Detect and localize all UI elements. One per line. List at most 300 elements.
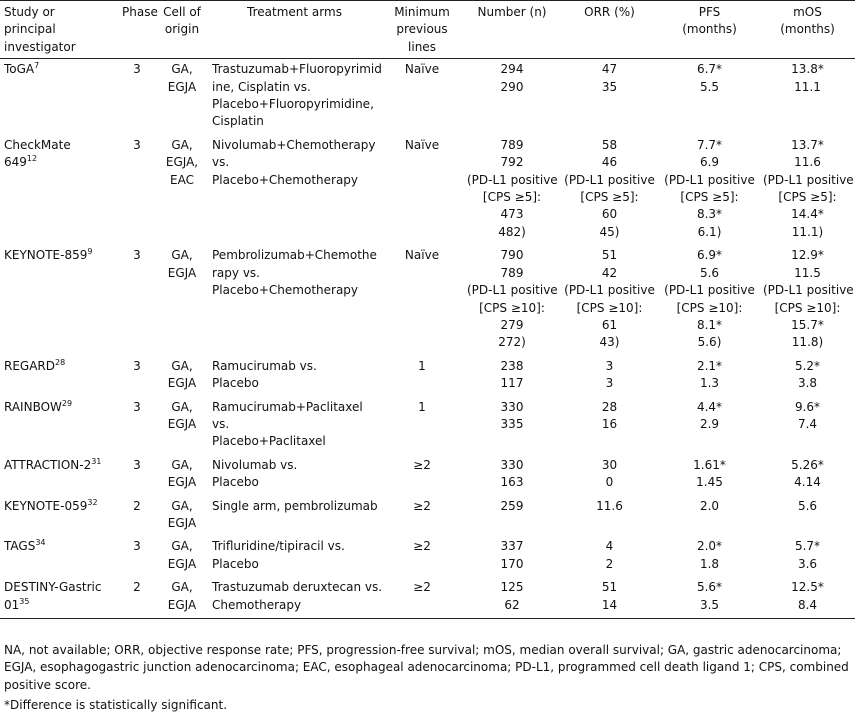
cell-text: EGJA: [167, 597, 197, 612]
cell-text: EGJA: [167, 515, 197, 530]
orr-text: 16: [601, 416, 618, 431]
orr-text: 60: [601, 207, 618, 222]
pfs-text: 8.1*: [696, 317, 723, 332]
study-text: DESTINY-Gastric: [4, 580, 102, 595]
cell-line: [212, 498, 377, 515]
cell-mos: [760, 397, 855, 455]
lines-text: ≥2: [413, 580, 431, 595]
cell-line: [122, 579, 152, 596]
cell-text: GA,: [171, 498, 193, 513]
orr-text: 28: [601, 399, 618, 414]
footnote-significance: *Difference is statistically significant.: [4, 698, 228, 713]
cell-line: [383, 579, 461, 596]
orr-text: 47: [601, 62, 618, 77]
cell-line: [563, 172, 656, 189]
header-line: (months): [682, 22, 737, 37]
cell-mos: [760, 356, 855, 397]
cell-pfs: [659, 245, 760, 355]
cell-line: [662, 375, 757, 392]
cell-text: EGJA: [167, 556, 197, 571]
cell-line: [763, 224, 852, 241]
orr-text: 0: [605, 475, 614, 490]
cell-line: [563, 399, 656, 416]
cell-lines: [380, 356, 464, 397]
mos-text: 11.6: [794, 155, 821, 170]
cell-line: [467, 300, 557, 317]
cell-line: [563, 79, 656, 96]
cell-line: [212, 579, 383, 596]
mos-text: 11.8): [791, 335, 824, 350]
arms-text: rapy vs.: [212, 265, 260, 280]
cell-line: [467, 457, 557, 474]
pfs-text: (PD-L1 positive: [664, 172, 755, 187]
number-text: 279: [500, 317, 524, 332]
cell-mos: [760, 59, 855, 135]
cell-line: [122, 247, 152, 264]
orr-text: 35: [601, 79, 618, 94]
cell-line: [158, 556, 206, 573]
cell-line: [763, 358, 852, 375]
cell-lines: [380, 577, 464, 618]
cell-line: [763, 247, 852, 264]
number-text: 789: [500, 265, 524, 280]
header-line: Number (n): [477, 5, 547, 19]
cell-line: [4, 538, 116, 555]
cell-pfs: [659, 397, 760, 455]
cell-phase: [119, 577, 155, 618]
mos-text: (PD-L1 positive: [763, 172, 854, 187]
cell-number: [464, 496, 560, 537]
cell-study: [0, 397, 119, 455]
table-row: [0, 245, 855, 355]
cell-line: [212, 154, 377, 171]
cell-orr: [560, 135, 659, 245]
cell-orr: [560, 577, 659, 618]
cell-phase: [119, 356, 155, 397]
cell-line: [158, 538, 206, 555]
cell-line: [158, 358, 206, 375]
mos-text: 5.2*: [794, 358, 821, 373]
orr-text: 45): [599, 224, 620, 239]
cell-lines: [380, 455, 464, 496]
cell-line: [563, 538, 656, 555]
study-text: RAINBOW: [4, 399, 62, 414]
cell-cell: [155, 536, 209, 577]
table-body: [0, 59, 855, 619]
cell-line: [212, 137, 377, 154]
mos-text: 11.1: [794, 79, 821, 94]
pfs-text: 8.3*: [696, 207, 723, 222]
orr-text: 30: [601, 457, 618, 472]
cell-lines: [380, 135, 464, 245]
cell-line: [467, 247, 557, 264]
phase-text: 3: [133, 539, 141, 554]
cell-line: [4, 137, 116, 154]
cell-line: [4, 61, 116, 78]
cell-line: [467, 579, 557, 596]
cell-line: [467, 334, 557, 351]
cell-study: [0, 59, 119, 135]
arms-text: Nivolumab+Chemotherapy: [212, 137, 376, 152]
arms-text: Single arm, pembrolizumab: [212, 498, 378, 513]
cell-line: [383, 61, 461, 78]
cell-line: [563, 317, 656, 334]
header-line: origin: [164, 22, 200, 37]
pfs-text: [CPS ≥10]:: [676, 300, 743, 315]
cell-line: [763, 498, 852, 515]
cell-line: [158, 515, 206, 532]
cell-line: [763, 61, 852, 78]
cell-line: [763, 579, 852, 596]
cell-line: [662, 172, 757, 189]
cell-lines: [380, 245, 464, 355]
cell-pfs: [659, 496, 760, 537]
number-text: 789: [500, 137, 524, 152]
cell-line: [563, 137, 656, 154]
cell-line: [662, 399, 757, 416]
cell-line: [383, 399, 461, 416]
cell-orr: [560, 536, 659, 577]
cell-line: [212, 282, 377, 299]
cell-text: GA,: [171, 137, 193, 152]
cell-cell: [155, 496, 209, 537]
cell-line: [563, 457, 656, 474]
orr-text: 51: [601, 580, 618, 595]
header-line: mOS: [793, 5, 822, 19]
number-text: 117: [500, 376, 524, 391]
orr-text: 14: [601, 597, 618, 612]
cell-line: [158, 457, 206, 474]
cell-mos: [760, 577, 855, 618]
cell-line: [467, 137, 557, 154]
cell-line: [763, 300, 852, 317]
pfs-text: 1.45: [696, 475, 723, 490]
phase-text: 3: [133, 248, 141, 263]
cell-text: GA,: [171, 62, 193, 77]
cell-mos: [760, 455, 855, 496]
cell-line: [563, 300, 656, 317]
cell-line: [467, 538, 557, 555]
cell-number: [464, 536, 560, 577]
cell-study: [0, 577, 119, 618]
orr-text: (PD-L1 positive: [564, 172, 655, 187]
pfs-text: 2.0*: [696, 539, 723, 554]
reference-superscript: 34: [35, 538, 46, 548]
cell-line: [662, 358, 757, 375]
cell-line: [662, 282, 757, 299]
cell-cell: [155, 245, 209, 355]
cell-pfs: [659, 455, 760, 496]
mos-text: 5.26*: [791, 457, 824, 472]
cell-line: [763, 474, 852, 491]
mos-text: 9.6*: [794, 399, 821, 414]
cell-mos: [760, 135, 855, 245]
cell-mos: [760, 536, 855, 577]
cell-number: [464, 135, 560, 245]
mos-text: [CPS ≥5]:: [778, 190, 837, 205]
cell-line: [662, 579, 757, 596]
arms-text: Placebo: [212, 556, 259, 571]
cell-line: [212, 399, 377, 416]
cell-number: [464, 59, 560, 135]
cell-line: [383, 457, 461, 474]
cell-line: [662, 224, 757, 241]
cell-line: [467, 317, 557, 334]
number-text: 272): [498, 335, 526, 350]
orr-text: 11.6: [596, 498, 623, 513]
mos-text: 5.7*: [794, 539, 821, 554]
lines-text: Naïve: [404, 62, 440, 77]
cell-line: [122, 137, 152, 154]
number-text: 259: [500, 498, 524, 513]
cell-line: [158, 416, 206, 433]
arms-text: Cisplatin: [212, 114, 264, 129]
mos-text: 14.4*: [791, 207, 824, 222]
cell-line: [212, 358, 377, 375]
cell-line: [467, 172, 557, 189]
table-row: [0, 455, 855, 496]
table-row: [0, 397, 855, 455]
table-row: [0, 536, 855, 577]
cell-line: [212, 538, 377, 555]
cell-phase: [119, 59, 155, 135]
mos-text: [CPS ≥10]:: [774, 300, 841, 315]
cell-orr: [560, 397, 659, 455]
cell-orr: [560, 496, 659, 537]
mos-text: 5.6: [797, 498, 818, 513]
cell-line: [383, 247, 461, 264]
cell-line: [662, 247, 757, 264]
orr-text: 43): [599, 335, 620, 350]
mos-text: 3.8: [797, 376, 818, 391]
cell-study: [0, 135, 119, 245]
mos-text: 11.1): [791, 224, 824, 239]
cell-line: [122, 61, 152, 78]
cell-pfs: [659, 356, 760, 397]
cell-cell: [155, 455, 209, 496]
header-line: Treatment arms: [247, 5, 342, 19]
cell-line: [212, 416, 377, 433]
cell-line: [158, 597, 206, 614]
study-text: KEYNOTE-859: [4, 248, 88, 263]
cell-text: EGJA: [167, 376, 197, 391]
orr-text: (PD-L1 positive: [564, 283, 655, 298]
lines-text: Naïve: [404, 137, 440, 152]
table-footnotes: [4, 642, 850, 715]
header-orr: [560, 1, 659, 59]
number-text: 330: [500, 399, 524, 414]
phase-text: 3: [133, 137, 141, 152]
cell-line: [212, 61, 382, 78]
cell-orr: [560, 245, 659, 355]
pfs-text: 6.1): [697, 224, 722, 239]
cell-line: [212, 113, 377, 130]
cell-line: [763, 154, 852, 171]
cell-line: [563, 282, 656, 299]
cell-line: [662, 137, 757, 154]
cell-line: [563, 375, 656, 392]
cell-line: [158, 61, 206, 78]
cell-line: [563, 224, 656, 241]
header-phase: [119, 1, 158, 59]
table-row: [0, 356, 855, 397]
arms-text: Nivolumab vs.: [212, 457, 298, 472]
cell-line: [763, 399, 852, 416]
header-pfs: [659, 1, 760, 59]
cell-line: [383, 358, 461, 375]
mos-text: 12.5*: [791, 580, 824, 595]
cell-cell: [155, 577, 209, 618]
arms-text: vs.: [212, 416, 230, 431]
cell-line: [122, 538, 152, 555]
cell-line: [662, 334, 757, 351]
cell-pfs: [659, 135, 760, 245]
cell-line: [467, 375, 557, 392]
cell-line: [662, 154, 757, 171]
header-line: investigator: [4, 39, 76, 54]
arms-text: Trastuzumab+Fluoropyrimid: [212, 62, 382, 77]
lines-text: Naïve: [404, 248, 440, 263]
number-text: 62: [504, 597, 520, 612]
cell-line: [383, 137, 461, 154]
cell-pfs: [659, 59, 760, 135]
cell-lines: [380, 536, 464, 577]
cell-line: [158, 399, 206, 416]
number-text: [CPS ≥10]:: [479, 300, 545, 315]
cell-line: [763, 597, 852, 614]
cell-line: [763, 189, 852, 206]
number-text: 170: [500, 556, 524, 571]
orr-text: [CPS ≥10]:: [576, 300, 643, 315]
arms-text: Placebo+Paclitaxel: [212, 434, 326, 449]
cell-number: [464, 245, 560, 355]
cell-line: [158, 172, 206, 189]
cell-line: [662, 61, 757, 78]
reference-superscript: 12: [26, 154, 38, 164]
cell-line: [763, 538, 852, 555]
cell-line: [763, 416, 852, 433]
cell-line: [563, 358, 656, 375]
pfs-text: 2.9: [699, 416, 720, 431]
header-line: Cell of: [163, 5, 201, 19]
table-row: [0, 59, 855, 135]
cell-line: [763, 317, 852, 334]
cell-mos: [760, 245, 855, 355]
cell-orr: [560, 59, 659, 135]
cell-line: [662, 206, 757, 223]
cell-line: [662, 416, 757, 433]
reference-superscript: 29: [61, 398, 73, 408]
cell-line: [563, 416, 656, 433]
cell-text: GA,: [171, 580, 193, 595]
orr-text: 58: [601, 137, 618, 152]
study-text: REGARD: [4, 358, 56, 373]
cell-line: [662, 498, 757, 515]
cell-number: [464, 397, 560, 455]
number-text: 335: [500, 416, 524, 431]
header-line: Minimum: [394, 5, 450, 19]
cell-line: [662, 538, 757, 555]
header-treatment-arms: [209, 1, 380, 59]
cell-arms: [209, 577, 383, 618]
orr-text: 61: [601, 317, 618, 332]
cell-phase: [119, 397, 155, 455]
cell-text: EGJA: [167, 265, 197, 280]
cell-study: [0, 536, 119, 577]
number-text: 473: [500, 207, 524, 222]
cell-line: [212, 457, 377, 474]
cell-arms: [209, 245, 380, 355]
cell-text: EGJA: [167, 79, 197, 94]
cell-line: [563, 498, 656, 515]
cell-line: [4, 457, 116, 474]
pfs-text: 2.1*: [696, 358, 723, 373]
table-row: [0, 496, 855, 537]
header-line: ORR (%): [584, 5, 635, 19]
cell-line: [467, 189, 557, 206]
cell-line: [763, 206, 852, 223]
cell-line: [467, 61, 557, 78]
number-text: 294: [500, 62, 524, 77]
cell-phase: [119, 455, 155, 496]
cell-phase: [119, 536, 155, 577]
cell-text: EAC: [170, 172, 194, 187]
header-line: Phase: [122, 5, 158, 19]
cell-line: [763, 137, 852, 154]
cell-line: [212, 172, 377, 189]
arms-text: Trifluridine/tipiracil vs.: [212, 539, 345, 554]
cell-line: [467, 498, 557, 515]
cell-line: [467, 206, 557, 223]
cell-text: GA,: [171, 399, 193, 414]
cell-line: [467, 399, 557, 416]
pfs-text: 5.6*: [696, 580, 723, 595]
cell-lines: [380, 59, 464, 135]
reference-superscript: 9: [87, 247, 93, 257]
arms-text: Placebo+Chemotherapy: [212, 172, 359, 187]
arms-text: Placebo: [212, 475, 259, 490]
header-cell-of-origin: [155, 1, 209, 59]
pfs-text: 5.5: [699, 79, 720, 94]
pfs-text: 6.9: [699, 155, 720, 170]
table-row: [0, 577, 855, 618]
cell-line: [563, 556, 656, 573]
cell-line: [563, 334, 656, 351]
cell-line: [563, 597, 656, 614]
cell-line: [662, 189, 757, 206]
cell-line: [763, 79, 852, 96]
lines-text: ≥2: [413, 498, 431, 513]
cell-line: [662, 597, 757, 614]
header-line: (months): [780, 22, 835, 37]
cell-pfs: [659, 577, 760, 618]
cell-line: [662, 457, 757, 474]
cell-line: [212, 96, 377, 113]
lines-text: ≥2: [413, 539, 431, 554]
phase-text: 3: [133, 399, 141, 414]
number-text: 290: [500, 79, 524, 94]
arms-text: Placebo+Chemotherapy: [212, 283, 359, 298]
cell-line: [158, 247, 206, 264]
cell-orr: [560, 455, 659, 496]
mos-text: 3.6: [797, 556, 818, 571]
cell-number: [464, 356, 560, 397]
cell-line: [467, 556, 557, 573]
cell-line: [212, 79, 377, 96]
orr-text: 4: [605, 539, 614, 554]
orr-text: 46: [601, 155, 618, 170]
pfs-text: (PD-L1 positive: [664, 283, 755, 298]
